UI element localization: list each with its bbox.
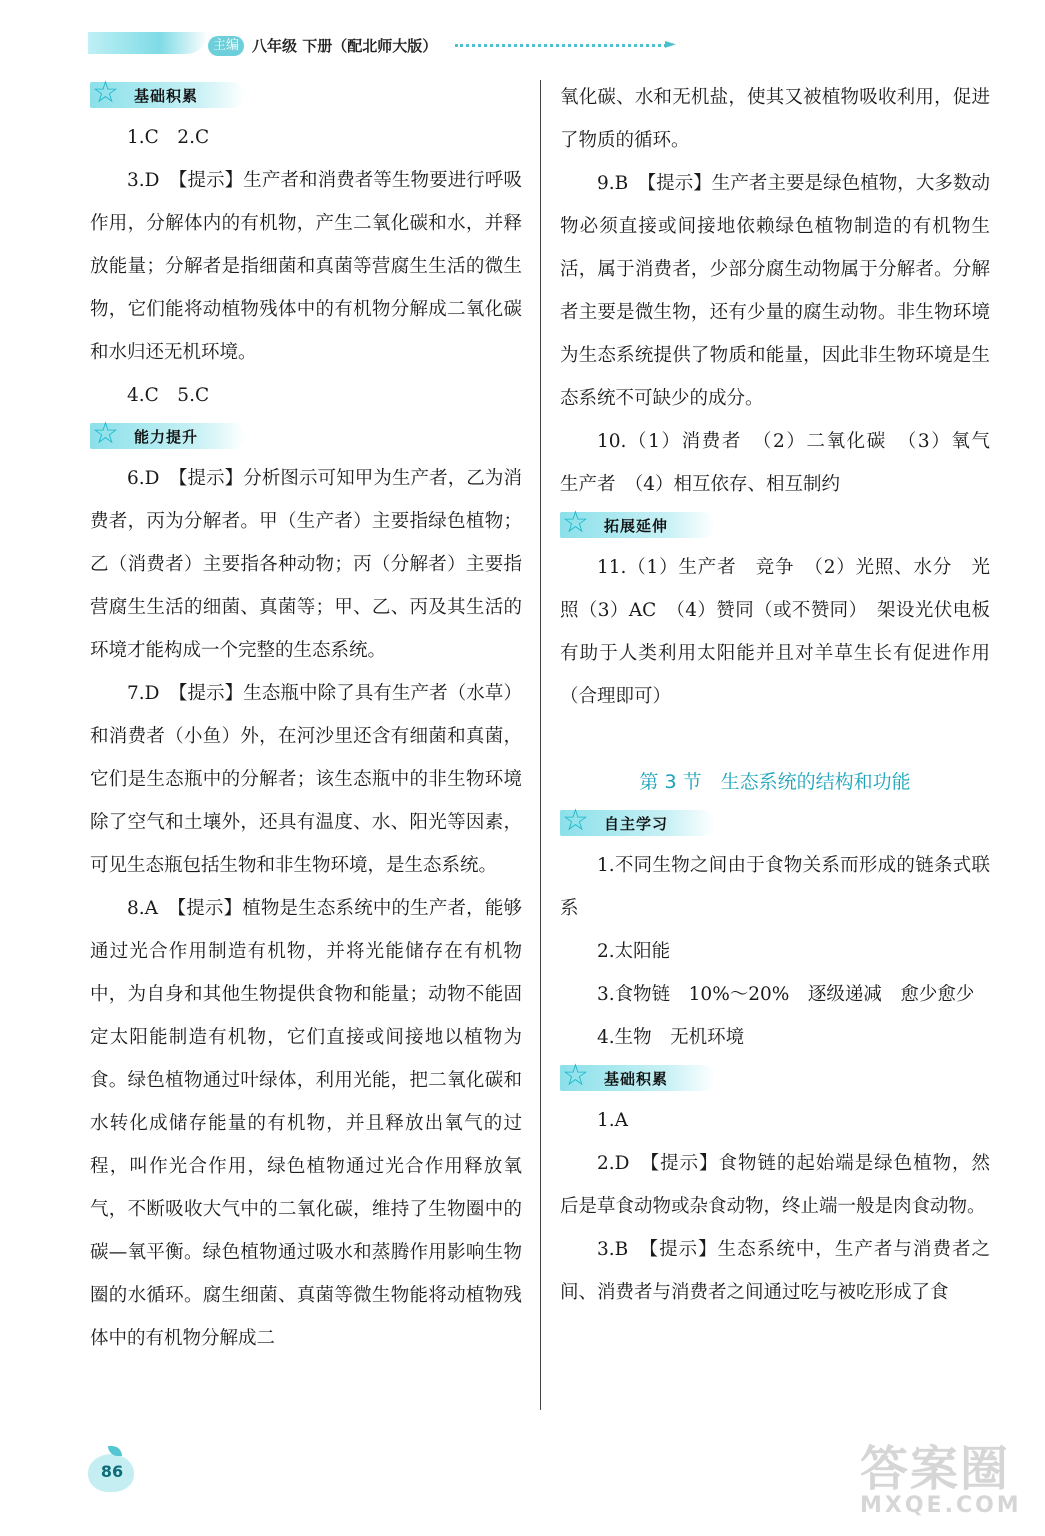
section-heading (560, 1058, 715, 1093)
answer-paragraph: 3.D 【提示】生产者和消费者等生物要进行呼吸作用，分解体内的有机物，产生二氧化碳和水，并释放能量；分解者是指细菌和真菌等营腐生生活的微生物，它们能将动植物残体中的有机物分解成二氧化碳和水归还无机环境。 (90, 170, 522, 363)
answer-paragraph: 3.B 【提示】生态系统中，生产者与消费者之间、消费者与消费者之间通过吃与被吃形成了食 (560, 1239, 990, 1303)
section-heading-label: 拓展延伸 (604, 517, 669, 535)
answer-paragraph: 10.（1）消费者 （2）二氧化碳 （3）氧气 生产者 （4）相互依存、相互制约 (560, 431, 1009, 495)
star-icon: ☆ (92, 75, 119, 110)
column-divider (540, 80, 541, 1410)
answer-paragraph: 2.D 【提示】食物链的起始端是绿色植物，然后是草食动物或杂食动物，终止端一般是肉食动物。 (560, 1153, 990, 1217)
section-heading (560, 803, 715, 838)
star-icon: ☆ (92, 416, 119, 451)
section-heading-label: 基础积累 (604, 1070, 669, 1088)
answer-paragraph: 4.生物 无机环境 (597, 1027, 745, 1048)
right-column (560, 76, 1009, 1314)
header-badge: 主编 (208, 36, 244, 56)
answer-paragraph: 2.太阳能 (597, 941, 671, 962)
answer-paragraph: 6.D 【提示】分析图示可知甲为生产者，乙为消费者，丙为分解者。甲（生产者）主要指绿色植物；乙（消费者）主要指各种动物；丙（分解者）主要指营腐生生活的细菌、真菌等；甲、乙、丙及其生活的环境才能构成一个完整的生态系统。 (90, 468, 522, 661)
answer-paragraph: 3.食物链 10%～20% 逐级递减 愈少愈少 (597, 984, 975, 1005)
answer-paragraph: 1.C 2.C (127, 127, 210, 148)
section-heading-label: 基础积累 (134, 87, 199, 105)
section-heading-label: 能力提升 (134, 428, 199, 446)
star-icon: ☆ (562, 505, 589, 540)
watermark-logo: 答案圈 (860, 1441, 1011, 1497)
star-icon: ☆ (562, 1058, 589, 1093)
chapter-title: 第 3 节 生态系统的结构和功能 (639, 771, 911, 793)
arrow-right-icon: ► (665, 36, 676, 52)
section-heading (90, 75, 245, 110)
watermark-url: MXQE.COM (860, 1493, 1022, 1518)
answer-paragraph: 9.B 【提示】生产者主要是绿色植物，大多数动物必须直接或间接地依赖绿色植物制造的有机物生活，属于消费者，少部分腐生动物属于分解者。分解者主要是微生物，还有少量的腐生动物。非生物环境为生态系统提供了物质和能量，因此非生物环境是生态系统不可缺少的成分。 (560, 173, 990, 409)
answer-paragraph: 11.（1）生产者 竞争 （2）光照、水分 光照（3）AC （4）赞同（或不赞同） 架设光伏电板有助于人类利用太阳能并且对羊草生长有促进作用（合理即可） (560, 557, 990, 707)
section-heading (560, 505, 715, 540)
section-heading (90, 416, 245, 451)
answer-paragraph: 1.不同生物之间由于食物关系而形成的链条式联系 (560, 855, 990, 919)
answer-paragraph: 8.A 【提示】植物是生态系统中的生产者，能够通过光合作用制造有机物，并将光能储存在有机物中，为自身和其他生物提供食物和能量；动物不能固定太阳能制造有机物，它们直接或间接地以植物为食。绿色植物通过叶绿体，利用光能，把二氧化碳和水转化成储存能量的有机物，并且释放出氧气的过程，叫作光合作用，绿色植物通过光合作用释放氧气，不断吸收大气中的二氧化碳，维持了生物圈中的碳—氧平衡。绿色植物通过吸水和蒸腾作用影响生物圈的水循环。腐生细菌、真菌等微生物能将动植物残体中的有机物分解成二 (90, 898, 522, 1349)
watermark (860, 1430, 1030, 1530)
answer-paragraph: 氧化碳、水和无机盐，使其又被植物吸收利用，促进了物质的循环。 (560, 87, 990, 151)
page-header (0, 0, 1045, 70)
header-decoration (88, 32, 208, 54)
spacer (560, 718, 990, 761)
page-number-badge (88, 1448, 142, 1494)
section-heading-label: 自主学习 (604, 815, 669, 833)
answer-paragraph: 7.D 【提示】生态瓶中除了具有生产者（水草）和消费者（小鱼）外，在河沙里还含有细菌和真菌，它们是生态瓶中的分解者；该生态瓶中的非生物环境除了空气和土壤外，还具有温度、水、阳光等因素，可见生态瓶包括生物和非生物环境，是生态系统。 (90, 683, 522, 876)
answer-paragraph: 4.C 5.C (127, 385, 210, 406)
answer-paragraph: 1.A (597, 1110, 629, 1131)
page-number: 86 (100, 1462, 124, 1481)
left-column (90, 76, 522, 1360)
header-title: 八年级 下册（配北师大版） (252, 37, 438, 55)
star-icon: ☆ (562, 803, 589, 838)
header-dotted-line (455, 44, 667, 47)
